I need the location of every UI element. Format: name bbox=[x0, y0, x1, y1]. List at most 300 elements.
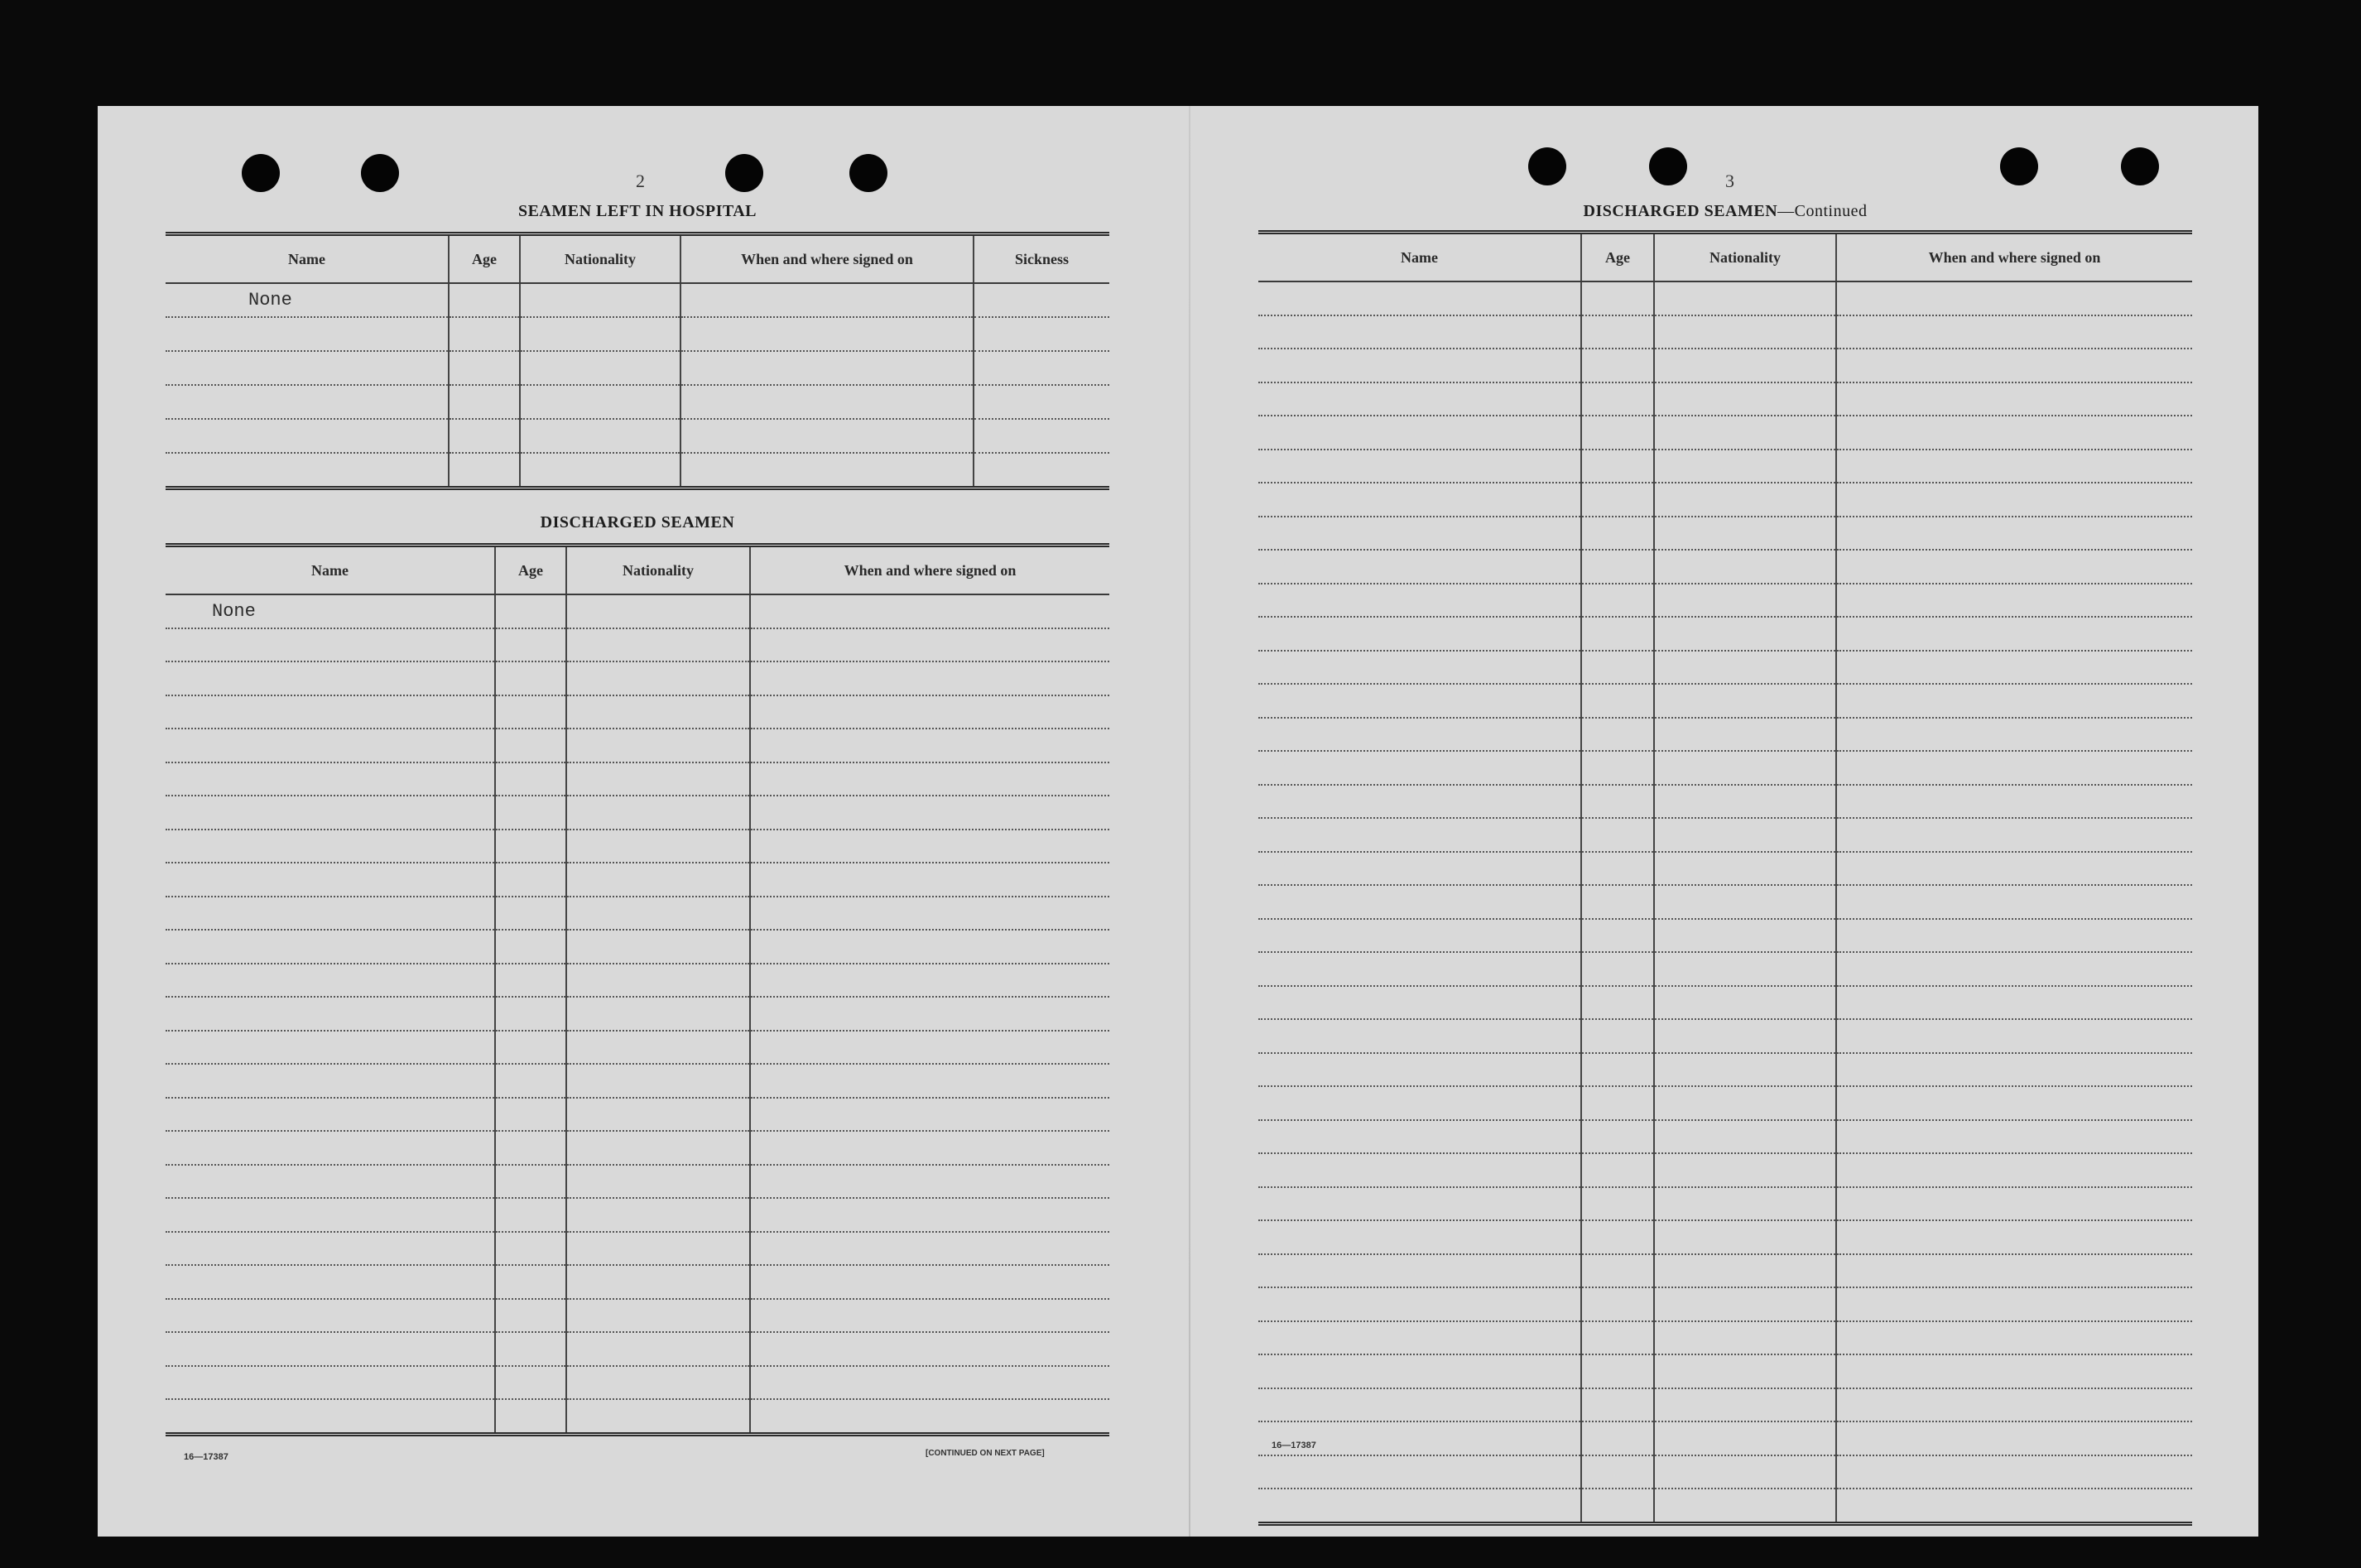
table-cell bbox=[166, 1399, 495, 1434]
table-cell bbox=[750, 628, 1109, 662]
table-cell bbox=[1581, 986, 1654, 1020]
table-cell bbox=[750, 1299, 1109, 1333]
table-cell bbox=[566, 762, 750, 796]
table-cell bbox=[495, 997, 566, 1031]
table-row bbox=[166, 897, 1109, 931]
table-row bbox=[166, 997, 1109, 1031]
table-cell bbox=[1581, 617, 1654, 651]
table-cell bbox=[750, 1165, 1109, 1199]
table-cell bbox=[1836, 483, 2192, 517]
table-cell bbox=[495, 1299, 566, 1333]
table-cell bbox=[520, 419, 680, 453]
table-cell bbox=[1258, 1220, 1581, 1254]
table-cell bbox=[1654, 517, 1836, 551]
table-cell bbox=[1258, 584, 1581, 618]
table-cell bbox=[750, 964, 1109, 998]
table-cell bbox=[1836, 1019, 2192, 1053]
table-cell bbox=[495, 1031, 566, 1065]
table-cell bbox=[166, 661, 495, 695]
column-header: Name bbox=[166, 234, 449, 284]
table-cell bbox=[1258, 517, 1581, 551]
table-cell bbox=[1836, 382, 2192, 416]
table-row bbox=[1258, 1153, 2192, 1187]
table-cell bbox=[1654, 651, 1836, 685]
table-cell bbox=[1836, 1455, 2192, 1489]
table-row bbox=[1258, 517, 2192, 551]
section-title-suffix: —Continued bbox=[1777, 202, 1868, 220]
table-cell bbox=[166, 317, 449, 351]
table-cell bbox=[1258, 1388, 1581, 1422]
table-cell bbox=[1654, 584, 1836, 618]
table-cell bbox=[1654, 1019, 1836, 1053]
table-cell bbox=[1836, 349, 2192, 382]
table-cell bbox=[566, 964, 750, 998]
table-row bbox=[166, 628, 1109, 662]
table-cell bbox=[1581, 1354, 1654, 1388]
table-cell bbox=[1836, 1120, 2192, 1154]
table-cell bbox=[449, 283, 520, 317]
table-cell bbox=[1836, 315, 2192, 349]
table-cell bbox=[750, 729, 1109, 762]
table-row bbox=[1258, 684, 2192, 718]
table-cell bbox=[974, 351, 1109, 385]
table-row bbox=[166, 419, 1109, 453]
table-cell bbox=[1258, 1153, 1581, 1187]
table-row bbox=[166, 1399, 1109, 1434]
table-cell bbox=[1581, 651, 1654, 685]
table-cell bbox=[166, 351, 449, 385]
table-cell bbox=[1654, 1153, 1836, 1187]
continued-note: [CONTINUED ON NEXT PAGE] bbox=[926, 1449, 1045, 1458]
table-cell bbox=[166, 1232, 495, 1266]
table-cell bbox=[1581, 1153, 1654, 1187]
table-cell bbox=[166, 964, 495, 998]
table-cell bbox=[1654, 1187, 1836, 1221]
table-cell bbox=[166, 897, 495, 931]
table-cell bbox=[680, 317, 974, 351]
table-cell bbox=[495, 1265, 566, 1299]
table-cell bbox=[166, 796, 495, 830]
table-cell bbox=[1581, 919, 1654, 953]
table-cell bbox=[495, 1232, 566, 1266]
table-cell bbox=[566, 897, 750, 931]
form-code: 16—17387 bbox=[184, 1452, 228, 1462]
table-row bbox=[166, 1198, 1109, 1232]
table-row bbox=[166, 1366, 1109, 1400]
table-cell bbox=[1258, 1120, 1581, 1154]
table-row bbox=[1258, 1254, 2192, 1288]
page-number: 2 bbox=[636, 171, 645, 191]
section-title-text: DISCHARGED SEAMEN bbox=[1583, 202, 1778, 220]
table-cell bbox=[1836, 550, 2192, 584]
table-row bbox=[166, 1232, 1109, 1266]
form-code: 16—17387 bbox=[1272, 1441, 1316, 1450]
table-cell bbox=[1258, 349, 1581, 382]
table-cell bbox=[1654, 416, 1836, 450]
punch-hole bbox=[725, 154, 763, 192]
table-row bbox=[166, 695, 1109, 729]
table-cell bbox=[1836, 517, 2192, 551]
table-cell bbox=[1258, 1455, 1581, 1489]
table-row bbox=[1258, 617, 2192, 651]
table-cell bbox=[1581, 517, 1654, 551]
table-cell bbox=[1258, 382, 1581, 416]
column-header: When and where signed on bbox=[680, 234, 974, 284]
table-cell bbox=[750, 930, 1109, 964]
table-cell bbox=[750, 762, 1109, 796]
table-cell bbox=[1836, 885, 2192, 919]
table-cell bbox=[1258, 952, 1581, 986]
table-row bbox=[166, 729, 1109, 762]
table-cell bbox=[1581, 349, 1654, 382]
table-cell bbox=[1654, 1086, 1836, 1120]
table-cell bbox=[566, 1366, 750, 1400]
table-row bbox=[166, 1332, 1109, 1366]
table-cell bbox=[1654, 751, 1836, 785]
table-cell bbox=[566, 830, 750, 863]
punch-hole bbox=[361, 154, 399, 192]
table-cell bbox=[1654, 315, 1836, 349]
table-cell bbox=[974, 453, 1109, 488]
table-cell bbox=[750, 1366, 1109, 1400]
table-cell bbox=[1581, 416, 1654, 450]
table-cell bbox=[1654, 818, 1836, 852]
table-cell bbox=[1581, 315, 1654, 349]
discharged-continued-table bbox=[1258, 230, 2192, 1526]
table-cell bbox=[1581, 1019, 1654, 1053]
table-cell bbox=[1258, 617, 1581, 651]
table-cell bbox=[1836, 450, 2192, 483]
table-cell bbox=[495, 1399, 566, 1434]
column-header: Nationality bbox=[1654, 233, 1836, 282]
table-cell bbox=[1654, 550, 1836, 584]
table-row bbox=[1258, 349, 2192, 382]
table-row bbox=[1258, 818, 2192, 852]
table-cell bbox=[750, 796, 1109, 830]
table-row bbox=[1258, 852, 2192, 886]
table-cell bbox=[495, 1198, 566, 1232]
table-cell bbox=[750, 1098, 1109, 1132]
table-cell bbox=[166, 1332, 495, 1366]
table-cell bbox=[566, 1232, 750, 1266]
table-cell bbox=[1258, 416, 1581, 450]
table-row bbox=[1258, 986, 2192, 1020]
table-cell bbox=[750, 1232, 1109, 1266]
table-cell bbox=[166, 385, 449, 419]
table-cell bbox=[1836, 1254, 2192, 1288]
table-cell bbox=[1258, 483, 1581, 517]
table-cell bbox=[495, 1366, 566, 1400]
table-cell bbox=[566, 729, 750, 762]
table-cell bbox=[1654, 1120, 1836, 1154]
table-cell bbox=[566, 1131, 750, 1165]
table-row bbox=[1258, 952, 2192, 986]
table-cell bbox=[1581, 1388, 1654, 1422]
table-cell bbox=[495, 762, 566, 796]
table-row bbox=[166, 1265, 1109, 1299]
table-cell bbox=[495, 897, 566, 931]
discharged-continued-title bbox=[1258, 202, 2192, 221]
table-row bbox=[166, 317, 1109, 351]
table-cell bbox=[750, 1031, 1109, 1065]
table-cell bbox=[166, 1198, 495, 1232]
table-cell bbox=[1581, 1120, 1654, 1154]
table-cell bbox=[566, 1165, 750, 1199]
table-cell bbox=[1581, 483, 1654, 517]
table-cell bbox=[1258, 818, 1581, 852]
table-cell bbox=[1258, 550, 1581, 584]
table-cell bbox=[1654, 1354, 1836, 1388]
table-row bbox=[1258, 1187, 2192, 1221]
table-cell bbox=[495, 863, 566, 897]
table-cell bbox=[1581, 1455, 1654, 1489]
table-cell bbox=[566, 796, 750, 830]
table-row bbox=[1258, 751, 2192, 785]
table-cell bbox=[1581, 684, 1654, 718]
table-row bbox=[1258, 416, 2192, 450]
table-row bbox=[166, 1098, 1109, 1132]
table-cell bbox=[166, 1265, 495, 1299]
table-cell bbox=[1581, 382, 1654, 416]
table-cell bbox=[566, 863, 750, 897]
table-cell bbox=[1654, 852, 1836, 886]
table-cell bbox=[1654, 684, 1836, 718]
table-cell bbox=[1836, 1053, 2192, 1087]
table-cell bbox=[520, 453, 680, 488]
table-cell bbox=[750, 897, 1109, 931]
table-cell bbox=[495, 1131, 566, 1165]
table-cell bbox=[166, 1366, 495, 1400]
table-cell bbox=[166, 1299, 495, 1333]
punch-hole bbox=[242, 154, 280, 192]
table-cell bbox=[1836, 281, 2192, 315]
table-cell bbox=[566, 1031, 750, 1065]
table-cell bbox=[750, 1131, 1109, 1165]
table-cell bbox=[166, 863, 495, 897]
table-cell bbox=[495, 661, 566, 695]
table-cell bbox=[1654, 483, 1836, 517]
table-row bbox=[166, 1299, 1109, 1333]
table-cell bbox=[1581, 1489, 1654, 1523]
table-cell bbox=[166, 1131, 495, 1165]
table-cell bbox=[495, 1064, 566, 1098]
table-cell bbox=[750, 863, 1109, 897]
table-cell bbox=[1581, 1287, 1654, 1321]
table-row bbox=[1258, 1321, 2192, 1355]
hospital-table bbox=[166, 232, 1109, 490]
document-spread bbox=[98, 106, 2258, 1537]
table-cell bbox=[566, 1064, 750, 1098]
table-cell bbox=[1258, 651, 1581, 685]
table-cell bbox=[1654, 1220, 1836, 1254]
table-cell bbox=[495, 729, 566, 762]
table-cell bbox=[974, 385, 1109, 419]
table-cell bbox=[566, 1265, 750, 1299]
table-row bbox=[166, 964, 1109, 998]
table-cell bbox=[1836, 1086, 2192, 1120]
table-cell bbox=[1581, 785, 1654, 819]
table-row bbox=[1258, 450, 2192, 483]
table-cell bbox=[495, 964, 566, 998]
table-cell bbox=[1581, 1254, 1654, 1288]
table-cell bbox=[1581, 1187, 1654, 1221]
table-cell bbox=[1581, 281, 1654, 315]
table-row bbox=[1258, 785, 2192, 819]
table-cell bbox=[566, 1198, 750, 1232]
table-cell bbox=[750, 997, 1109, 1031]
table-cell: None bbox=[166, 283, 449, 317]
table-cell bbox=[449, 419, 520, 453]
table-row bbox=[166, 385, 1109, 419]
table-cell bbox=[566, 695, 750, 729]
table-cell bbox=[1258, 1254, 1581, 1288]
table-row bbox=[1258, 281, 2192, 315]
table-row bbox=[1258, 1120, 2192, 1154]
table-row bbox=[166, 863, 1109, 897]
table-cell bbox=[1836, 651, 2192, 685]
table-cell bbox=[750, 1064, 1109, 1098]
table-row bbox=[1258, 1388, 2192, 1422]
table-row bbox=[166, 351, 1109, 385]
column-header: Sickness bbox=[974, 234, 1109, 284]
table-cell bbox=[1836, 1321, 2192, 1355]
table-cell bbox=[1258, 1019, 1581, 1053]
punch-hole bbox=[2121, 147, 2159, 185]
table-cell bbox=[166, 997, 495, 1031]
table-row bbox=[166, 1064, 1109, 1098]
table-cell bbox=[1654, 1388, 1836, 1422]
table-cell bbox=[1581, 1321, 1654, 1355]
table-cell bbox=[166, 1098, 495, 1132]
table-cell bbox=[750, 1198, 1109, 1232]
table-row bbox=[1258, 1455, 2192, 1489]
table-cell bbox=[495, 628, 566, 662]
table-row bbox=[1258, 1287, 2192, 1321]
table-cell bbox=[974, 419, 1109, 453]
table-cell bbox=[1654, 1455, 1836, 1489]
table-cell bbox=[495, 830, 566, 863]
table-cell bbox=[520, 317, 680, 351]
table-cell bbox=[1581, 1421, 1654, 1455]
table-cell bbox=[1258, 281, 1581, 315]
column-header: Nationality bbox=[566, 546, 750, 595]
table-cell bbox=[1654, 919, 1836, 953]
table-row bbox=[1258, 885, 2192, 919]
table-cell bbox=[449, 317, 520, 351]
table-row bbox=[166, 762, 1109, 796]
table-cell bbox=[1836, 751, 2192, 785]
table-cell bbox=[1258, 852, 1581, 886]
table-cell bbox=[566, 594, 750, 628]
table-cell bbox=[449, 453, 520, 488]
table-cell bbox=[1836, 1187, 2192, 1221]
table-cell bbox=[1581, 584, 1654, 618]
table-cell bbox=[1836, 952, 2192, 986]
column-header: Age bbox=[1581, 233, 1654, 282]
table-cell bbox=[495, 1165, 566, 1199]
discharged-table bbox=[166, 543, 1109, 1436]
table-cell bbox=[1258, 1321, 1581, 1355]
table-cell bbox=[566, 1399, 750, 1434]
table-cell bbox=[1836, 818, 2192, 852]
table-cell bbox=[1258, 718, 1581, 752]
table-row bbox=[166, 1165, 1109, 1199]
table-cell bbox=[680, 385, 974, 419]
table-cell bbox=[449, 385, 520, 419]
table-cell bbox=[1258, 1287, 1581, 1321]
table-row bbox=[1258, 584, 2192, 618]
table-cell bbox=[1581, 885, 1654, 919]
table-cell bbox=[1654, 281, 1836, 315]
column-header: Nationality bbox=[520, 234, 680, 284]
table-cell bbox=[1654, 1321, 1836, 1355]
table-cell bbox=[680, 419, 974, 453]
table-cell bbox=[520, 283, 680, 317]
table-row bbox=[1258, 919, 2192, 953]
table-cell bbox=[1581, 718, 1654, 752]
table-cell bbox=[166, 1064, 495, 1098]
punch-hole bbox=[2000, 147, 2038, 185]
table-cell bbox=[1654, 382, 1836, 416]
table-cell bbox=[1836, 1354, 2192, 1388]
table-cell bbox=[166, 453, 449, 488]
page-number: 3 bbox=[1725, 171, 1734, 191]
table-cell bbox=[566, 661, 750, 695]
table-cell bbox=[1258, 785, 1581, 819]
table-row bbox=[1258, 1086, 2192, 1120]
table-cell bbox=[750, 695, 1109, 729]
table-cell bbox=[1581, 1220, 1654, 1254]
punch-hole bbox=[849, 154, 887, 192]
table-cell bbox=[680, 283, 974, 317]
page-fold bbox=[1189, 106, 1190, 1537]
table-cell bbox=[495, 930, 566, 964]
table-cell bbox=[1836, 684, 2192, 718]
column-header: Age bbox=[449, 234, 520, 284]
table-cell bbox=[1836, 584, 2192, 618]
table-cell bbox=[1258, 450, 1581, 483]
table-cell bbox=[166, 930, 495, 964]
table-cell bbox=[1258, 1489, 1581, 1523]
table-cell bbox=[1258, 885, 1581, 919]
table-cell bbox=[1654, 1287, 1836, 1321]
table-cell bbox=[1836, 617, 2192, 651]
table-cell bbox=[495, 1098, 566, 1132]
table-cell bbox=[750, 1265, 1109, 1299]
discharged-section-title: DISCHARGED SEAMEN bbox=[540, 513, 735, 531]
table-cell bbox=[1836, 785, 2192, 819]
table-cell bbox=[1654, 1489, 1836, 1523]
table-cell bbox=[1836, 919, 2192, 953]
table-cell bbox=[449, 351, 520, 385]
table-cell bbox=[1836, 718, 2192, 752]
table-cell bbox=[520, 351, 680, 385]
table-cell bbox=[166, 762, 495, 796]
table-cell bbox=[750, 594, 1109, 628]
table-row bbox=[1258, 550, 2192, 584]
punch-hole bbox=[1649, 147, 1687, 185]
table-cell bbox=[1581, 450, 1654, 483]
table-row bbox=[166, 830, 1109, 863]
table-row bbox=[166, 283, 1109, 317]
table-cell bbox=[566, 1332, 750, 1366]
table-cell bbox=[1836, 1489, 2192, 1523]
table-row bbox=[1258, 1019, 2192, 1053]
table-cell: None bbox=[166, 594, 495, 628]
table-cell bbox=[1836, 852, 2192, 886]
table-row bbox=[166, 661, 1109, 695]
table-row bbox=[166, 796, 1109, 830]
